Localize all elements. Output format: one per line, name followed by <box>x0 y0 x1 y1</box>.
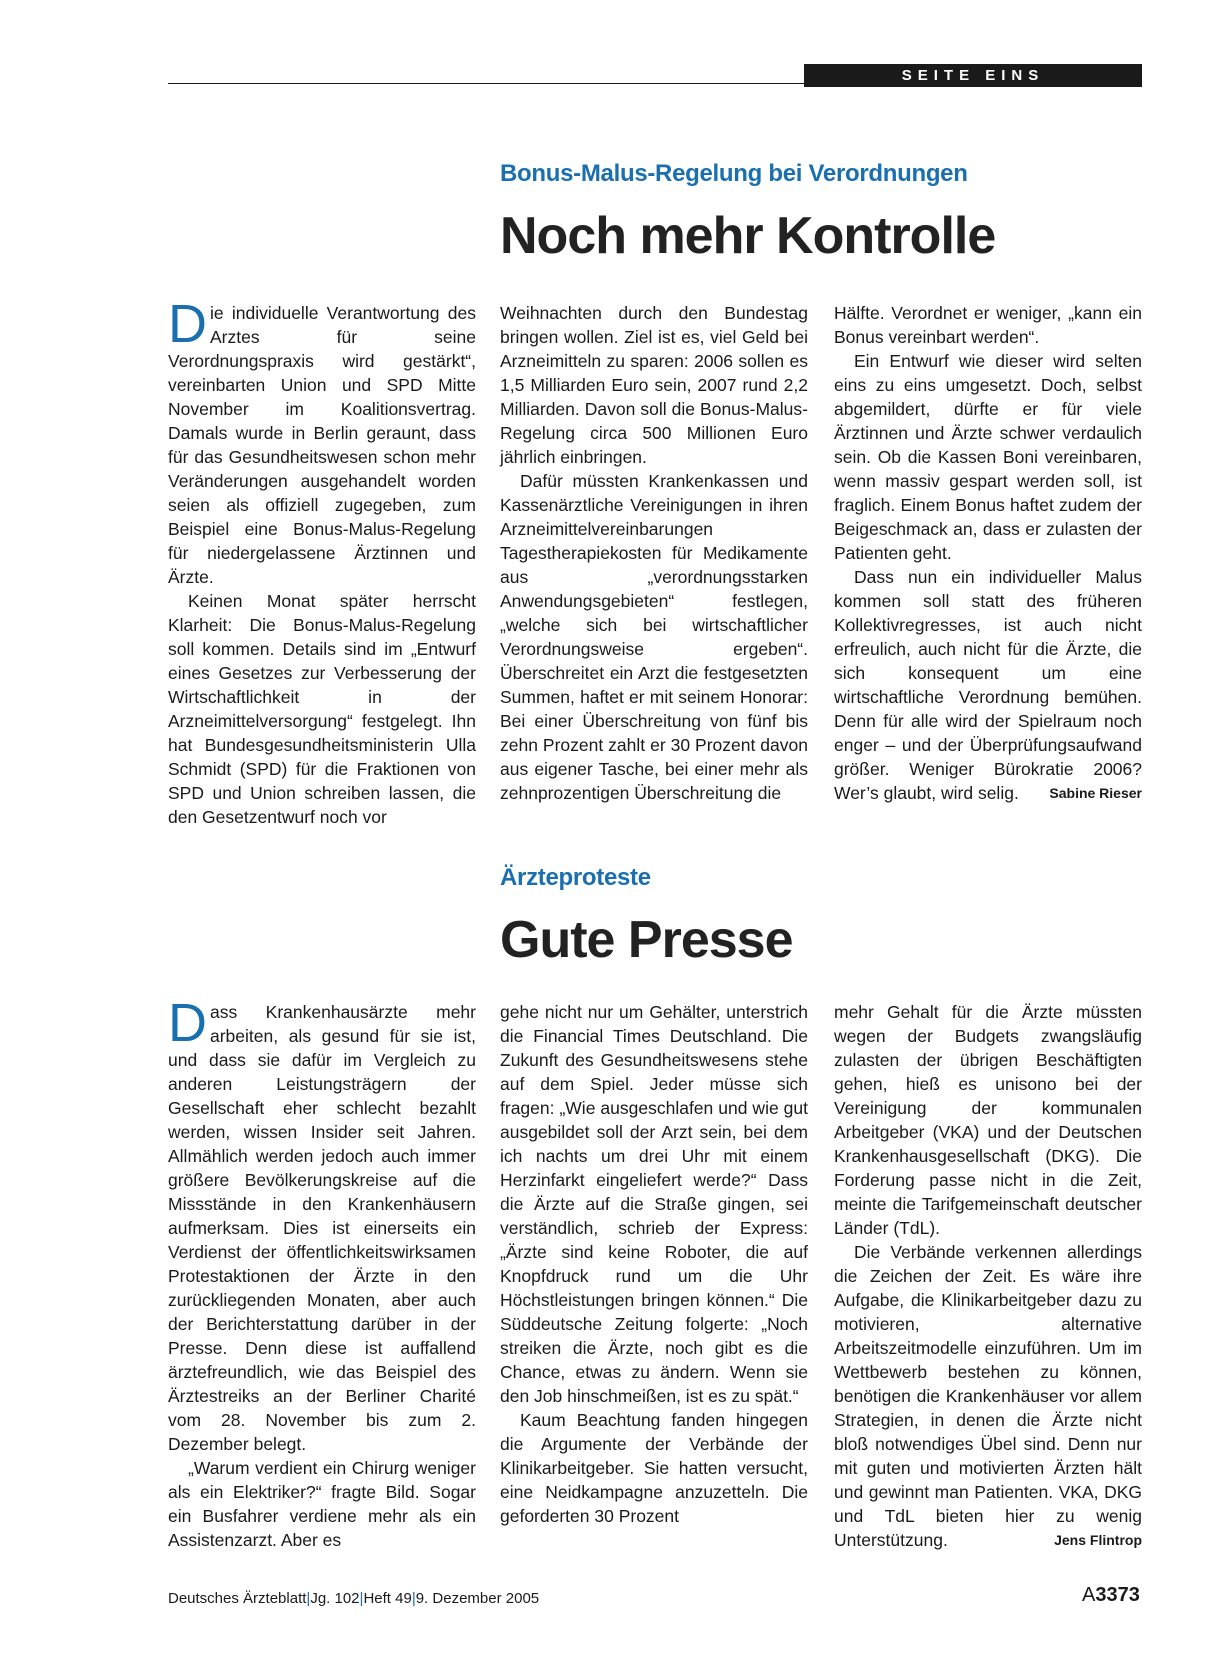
article1-col3-paragraph-2: Ein Entwurf wie dieser wird selten eins zu eins umgesetzt. Doch, selbst abgemildert, dürfte er für viele Ärztinnen und Ärzte schwer verdaulich sein. Ob die Kassen Boni vereinbaren, wenn massiv gespart werden soll, ist fraglich. Einem Bonus haftet zudem der Beigeschmack an, dass er zulasten der Patienten geht. <box>834 351 1142 563</box>
article2-column-1 <box>168 993 476 1552</box>
article1-col3-paragraph-3: Dass nun ein individueller Malus kommen soll statt des früheren Kollektivregresses, ist auch nicht erfreulich, auch nicht für die Ärzte, die sich konsequent um eine wirtschaftliche Verordnung bemühen. Denn für alle wird der Spielraum noch enger – und der Überprüfungsaufwand größer. Weniger Bürokratie 2006? Wer’s glaubt, wird selig. Sabine Rieser <box>834 567 1142 803</box>
footer <box>168 1590 539 1607</box>
article1-col2-paragraph-1: Weihnachten durch den Bundestag bringen wollen. Ziel ist es, viel Geld bei Arzneimitteln zu sparen: 2006 sollen es 1,5 Milliarden Euro sein, 2007 rund 2,2 Milliarden. Davon soll die Bonus-Malus-Regelung circa 500 Millionen Euro jährlich einbringen. <box>500 303 808 467</box>
article1-column-1 <box>168 294 476 829</box>
footer-divider: | <box>306 1590 311 1607</box>
issue: Heft 49 <box>363 1590 412 1607</box>
article1-headline: Noch mehr Kontrolle <box>500 207 996 265</box>
page-prefix: A <box>1082 1584 1096 1606</box>
page-number-value: 3373 <box>1095 1584 1140 1606</box>
article2-col3-paragraph-2: Die Verbände verkennen allerdings die Zeichen der Zeit. Es wäre ihre Aufgabe, die Klinikarbeitgeber dazu zu motivieren, alternative Arbeitszeitmodelle einzuführen. Um im Wettbewerb bestehen zu können, benötigen die Krankenhäuser vor allem Strategien, in denen die Ärzte nicht bloß notwendiges Übel sind. Denn nur mit guten und motivierten Ärzten hält und gewinnt man Patienten. VKA, DKG und TdL bieten hier zu wenig Unterstützung. Jens Flintrop <box>834 1242 1142 1550</box>
page-number <box>1082 1584 1140 1607</box>
footer-divider: | <box>411 1590 416 1607</box>
journal-name: Deutsches Ärzteblatt <box>168 1590 307 1607</box>
article2-col1-paragraph-2: „Warum verdient ein Chirurg weniger als ein Elektriker?“ fragte Bild. Sogar ein Busfahrer verdiene mehr als ein Assistenzarzt. Aber es <box>168 1458 476 1550</box>
article2-col1-paragraph-1: Dass Krankenhausärzte mehr arbeiten, als gesund für sie ist, und dass sie dafür im Vergleich zu anderen Leistungsträgern der Gesellschaft eher schlecht bezahlt werden, wissen Insider seit Jahren. Allmählich werden jedoch auch immer größere Bevölkerungskreise auf die Missstände in den Krankenhäusern aufmerksam. Dies ist einerseits ein Verdienst der öffentlichkeitswirksamen Protestaktionen der Ärzte in den zurückliegenden Monaten, aber auch der Berichterstattung darüber in der Presse. Denn diese ist auffallend ärztefreundlich, wie das Beispiel des Ärztestreiks an der Berliner Charité vom 28. November bis zum 2. Dezember belegt. <box>168 993 476 1454</box>
article1-col1-paragraph-1: Die individuelle Verantwortung des Arztes für seine Verordnungspraxis wird gestärkt“, vereinbarten Union und SPD Mitte November im Koalitionsvertrag. Damals wurde in Berlin geraunt, dass für das Gesundheitswesen schon mehr Veränderungen ausgehandelt worden seien als offiziell zugegeben, zum Beispiel eine Bonus-Malus-Regelung für niedergelassene Ärztinnen und Ärzte. <box>168 294 476 587</box>
article1-column-3 <box>834 301 1142 805</box>
article1-col2-paragraph-2: Dafür müssten Krankenkassen und Kassenärztliche Vereinigungen in ihren Arzneimittelvereinbarungen Tagestherapiekosten für Medikamente aus „verordnungsstarken Anwendungsgebieten“ festlegen, „welche sich bei wirtschaftlicher Verordnungsweise ergeben“. Überschreitet ein Arzt die festgesetzten Summen, haftet er mit seinem Honorar: Bei einer Überschreitung von fünf bis zehn Prozent zahlt er 30 Prozent davon aus eigener Tasche, bei einer mehr als zehnprozentigen Überschreitung die <box>500 471 808 803</box>
article1-col1-paragraph-2: Keinen Monat später herrscht Klarheit: Die Bonus-Malus-Regelung soll kommen. Details sind im „Entwurf eines Gesetzes zur Verbesserung der Wirtschaftlichkeit in der Arzneimittelversorgung“ festgelegt. Ihn hat Bundesgesundheitsministerin Ulla Schmidt (SPD) für die Fraktionen von SPD und Union schreiben lassen, die den Gesetzentwurf noch vor <box>168 591 476 827</box>
article1-col3-paragraph-1: Hälfte. Verordnet er weniger, „kann ein Bonus vereinbart werden“. <box>834 303 1142 347</box>
article2-col3-paragraph-1: mehr Gehalt für die Ärzte müssten wegen der Budgets zwangsläufig zulasten der übrigen Beschäftigten gehen, hieß es unisono bei der Vereinigung der kommunalen Arbeitgeber (VKA) und der Deutschen Krankenhausgesellschaft (DKG). Die Forderung passe nicht in die Zeit, meinte die Tarifgemeinschaft deutscher Länder (TdL). <box>834 1002 1142 1238</box>
author-byline: Sabine Rieser <box>1049 785 1142 801</box>
article2-kicker: Ärzteproteste <box>500 864 651 891</box>
section-label: SEITE EINS <box>804 64 1142 87</box>
dropcap: D <box>168 294 207 354</box>
article1-kicker: Bonus-Malus-Regelung bei Verordnungen <box>500 160 968 187</box>
article2-column-3 <box>834 1000 1142 1552</box>
article2-headline: Gute Presse <box>500 911 793 969</box>
dropcap: D <box>168 993 207 1053</box>
article2-col2-paragraph-2: Kaum Beachtung fanden hingegen die Argumente der Verbände der Klinikarbeitgeber. Sie hatten versucht, eine Neidkampagne anzuzetteln. Die geforderten 30 Prozent <box>500 1410 808 1526</box>
article2-col2-paragraph-1: gehe nicht nur um Gehälter, unterstrich die Financial Times Deutschland. Die Zukunft des Gesundheitswesens stehe auf dem Spiel. Jeder müsse sich fragen: „Wie ausgeschlafen und wie gut ausgebildet soll der Arzt sein, bei dem ich nachts um drei Uhr mit einem Herzinfarkt eingeliefert werde?“ Dass die Ärzte auf die Straße gingen, sei verständlich, schrieb der Express: „Ärzte sind keine Roboter, die auf Knopfdruck rund um die Uhr Höchstleistungen bringen können.“ Die Süddeutsche Zeitung folgerte: „Noch streiken die Ärzte, noch gibt es die Chance, etwas zu ändern. Wenn sie den Job hinschmeißen, ist es zu spät.“ <box>500 1002 808 1406</box>
volume: Jg. 102 <box>310 1590 360 1607</box>
article1-column-2 <box>500 301 808 805</box>
article2-column-2 <box>500 1000 808 1528</box>
top-rule <box>168 83 804 84</box>
issue-date: 9. Dezember 2005 <box>415 1590 540 1607</box>
footer-divider: | <box>359 1590 364 1607</box>
author-byline: Jens Flintrop <box>1054 1532 1142 1548</box>
